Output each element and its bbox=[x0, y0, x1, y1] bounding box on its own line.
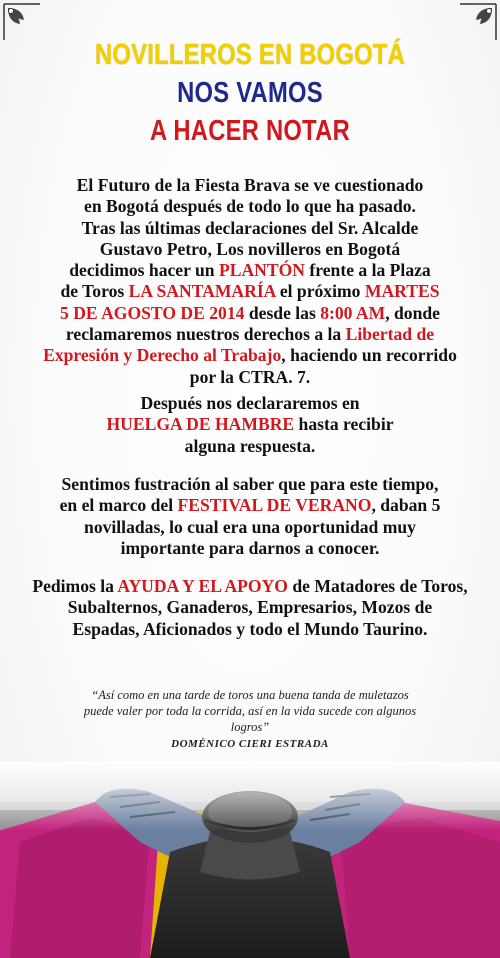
paragraph-hunger-strike bbox=[10, 393, 490, 457]
highlight-day: MARTES bbox=[364, 281, 440, 302]
text-fragment: , donde bbox=[385, 302, 440, 323]
text-line: alguna respuesta. bbox=[184, 435, 316, 456]
text-line: Tras las últimas declaraciones del Sr. Alcalde bbox=[81, 217, 419, 238]
quote-author: DOMÉNICO CIERI ESTRADA bbox=[171, 738, 329, 750]
text-line: novilladas, lo cual era una oportunidad muy bbox=[84, 516, 416, 537]
text-fragment: hasta recibir bbox=[294, 414, 394, 435]
corner-ornament-icon bbox=[2, 2, 42, 42]
text-line bbox=[10, 495, 490, 516]
text-fragment: reclamaremos nuestros derechos a la bbox=[65, 324, 346, 345]
text-fragment: de Matadores de Toros, bbox=[287, 576, 468, 596]
text-line: Subalternos, Ganaderos, Empresarios, Mozos de bbox=[67, 597, 433, 618]
text-fragment: de Toros bbox=[60, 281, 129, 302]
text-line: importante para darnos a conocer. bbox=[120, 537, 380, 558]
text-fragment: desde las bbox=[244, 302, 321, 323]
text-fragment: frente a la Plaza bbox=[305, 260, 431, 281]
bullfighter-photo bbox=[0, 762, 500, 958]
text-line bbox=[10, 324, 490, 345]
text-fragment: el próximo bbox=[275, 281, 365, 302]
corner-ornament-icon bbox=[458, 2, 498, 42]
text-line: El Futuro de la Fiesta Brava se ve cuestionado bbox=[76, 175, 424, 195]
text-line: Gustavo Petro, Los novilleros en Bogotá bbox=[99, 238, 401, 259]
text-line: Sentimos fustración al saber que para este tiempo, bbox=[61, 474, 439, 494]
highlight-planton: PLANTÓN bbox=[218, 260, 305, 281]
highlight-rights-cont: Expresión y Derecho al Trabajo bbox=[43, 345, 282, 366]
quote-line: puede valer por toda la corrida, así en la vida sucede con algunos bbox=[83, 704, 417, 718]
highlight-rights: Libertad de bbox=[345, 324, 435, 345]
text-line: por la CTRA. 7. bbox=[189, 366, 311, 387]
paragraph-announcement bbox=[10, 175, 490, 388]
text-line bbox=[10, 281, 490, 302]
text-fragment: , haciendo un recorrido bbox=[281, 345, 457, 366]
text-line bbox=[10, 576, 490, 597]
text-line bbox=[10, 303, 490, 324]
highlight-time: 8:00 AM bbox=[320, 302, 386, 323]
title-line-2: NOS VAMOS bbox=[177, 77, 323, 109]
highlight-hunger-strike: HUELGA DE HAMBRE bbox=[106, 414, 295, 435]
quote-line: “Así como en una tarde de toros una buena tanda de muletazos bbox=[91, 688, 409, 702]
highlight-venue: LA SANTAMARÍA bbox=[128, 281, 276, 302]
text-line: Después nos declararemos en bbox=[140, 393, 360, 413]
highlight-festival: FESTIVAL DE VERANO bbox=[177, 495, 372, 516]
text-line: en Bogotá después de todo lo que ha pasado. bbox=[84, 196, 416, 217]
text-line bbox=[10, 345, 490, 366]
text-fragment: en el marco del bbox=[59, 495, 178, 516]
text-fragment: decidimos hacer un bbox=[69, 260, 219, 281]
text-fragment: , daban 5 bbox=[371, 495, 441, 516]
title-line-1: NOVILLEROS EN BOGOTÁ bbox=[94, 39, 406, 71]
highlight-date: 5 DE AGOSTO DE 2014 bbox=[60, 302, 245, 323]
highlight-support: AYUDA Y EL APOYO bbox=[117, 576, 288, 596]
title-line-3: A HACER NOTAR bbox=[149, 115, 351, 147]
text-line bbox=[10, 260, 490, 281]
paragraph-frustration bbox=[10, 474, 490, 559]
paragraph-support bbox=[10, 576, 490, 640]
quote-line: logros” bbox=[230, 720, 270, 734]
text-line bbox=[10, 414, 490, 435]
text-line: Espadas, Aficionados y todo el Mundo Taurino. bbox=[72, 618, 428, 639]
quote-text bbox=[50, 687, 450, 735]
text-fragment: Pedimos la bbox=[32, 576, 118, 596]
